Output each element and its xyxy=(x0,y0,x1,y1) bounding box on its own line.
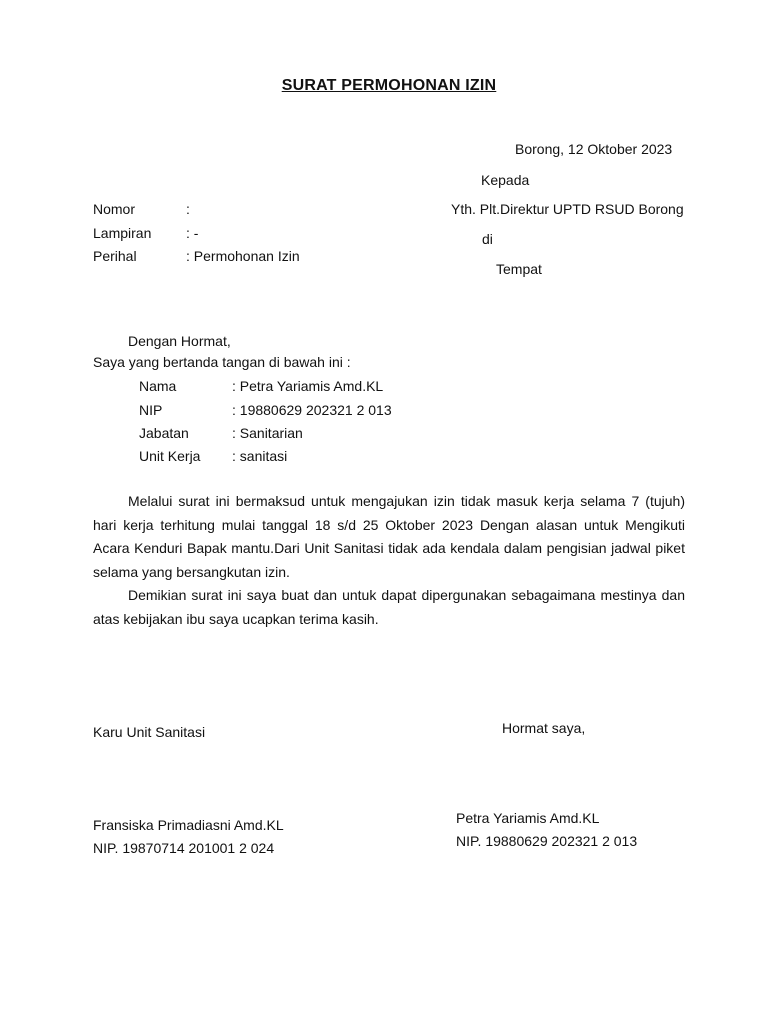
body-paragraph: Demikian surat ini saya buat dan untuk dapat dipergunakan sebagaimana mestinya dan atas kebijakan ibu saya ucapkan terima kasih. xyxy=(93,587,685,627)
identity-value: : Petra Yariamis Amd.KL xyxy=(232,378,384,394)
recipient-kepada: Kepada xyxy=(481,172,530,188)
meta-value: : - xyxy=(186,225,199,241)
intro-line: Saya yang bertanda tangan di bawah ini : xyxy=(93,354,351,370)
meta-label: Nomor xyxy=(93,201,136,217)
signature-left-heading: Karu Unit Sanitasi xyxy=(93,724,206,740)
meta-value: : xyxy=(186,201,190,217)
identity-label: Unit Kerja xyxy=(139,448,201,464)
signature-right-nip: NIP. 19880629 202321 2 013 xyxy=(456,833,638,849)
meta-value: : Permohonan Izin xyxy=(186,248,300,264)
signature-left-nip: NIP. 19870714 201001 2 024 xyxy=(93,840,275,856)
meta-label: Lampiran xyxy=(93,225,152,241)
letter-title: SURAT PERMOHONAN IZIN xyxy=(281,77,497,94)
date-place: Borong, 12 Oktober 2023 xyxy=(515,141,673,157)
identity-label: Jabatan xyxy=(139,425,189,441)
signature-left-name: Fransiska Primadiasni Amd.KL xyxy=(93,817,284,833)
letter-body xyxy=(93,490,685,631)
recipient-place: Tempat xyxy=(496,261,542,277)
identity-label: Nama xyxy=(139,378,177,394)
signature-right-name: Petra Yariamis Amd.KL xyxy=(456,810,600,826)
signature-right-heading: Hormat saya, xyxy=(502,720,586,736)
identity-value: : Sanitarian xyxy=(232,425,303,441)
greeting: Dengan Hormat, xyxy=(128,333,231,349)
identity-value: : 19880629 202321 2 013 xyxy=(232,402,392,418)
identity-label: NIP xyxy=(139,402,163,418)
recipient-di: di xyxy=(482,231,493,247)
recipient-name: Yth. Plt.Direktur UPTD RSUD Borong xyxy=(451,201,684,217)
identity-value: : sanitasi xyxy=(232,448,288,464)
body-paragraph: Melalui surat ini bermaksud untuk mengajukan izin tidak masuk kerja selama 7 (tujuh) hari kerja terhitung mulai tanggal 18 s/d 25 Oktober 2023 Dengan alasan untuk Mengikuti Acara Kenduri Bapak mantu.Dari Unit Sanitasi tidak ada kendala dalam pengisian jadwal piket selama yang bersangkutan izin. xyxy=(93,493,685,580)
meta-label: Perihal xyxy=(93,248,137,264)
